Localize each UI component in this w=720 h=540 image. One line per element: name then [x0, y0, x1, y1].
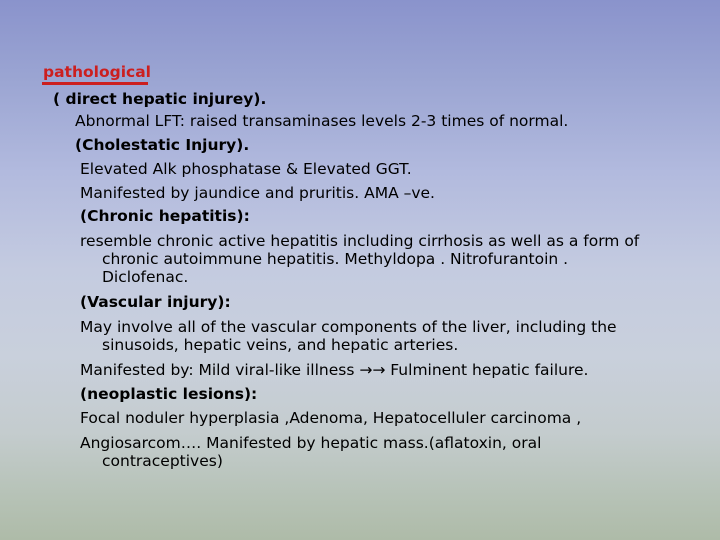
text-line-elevated-alk: Elevated Alk phosphatase & Elevated GGT. [80, 160, 412, 178]
slide-heading: pathological [43, 63, 151, 81]
text-line-manifested-jaundice: Manifested by jaundice and pruritis. AMA –ve. [80, 184, 435, 202]
text-line-sinusoids: sinusoids, hepatic veins, and hepatic arteries. [102, 336, 459, 354]
text-line-neoplastic-lesions: (neoplastic lesions): [80, 385, 258, 403]
text-line-contraceptives: contraceptives) [102, 452, 223, 470]
text-line-abnormal-lft: Abnormal LFT: raised transaminases levels 2-3 times of normal. [75, 112, 569, 130]
text-line-manifested-viral: Manifested by: Mild viral-like illness →→ Fulminent hepatic failure. [80, 361, 589, 379]
text-line-autoimmune: chronic autoimmune hepatitis. Methyldopa . Nitrofurantoin . [102, 250, 569, 268]
text-line-resemble-chronic: resemble chronic active hepatitis including cirrhosis as well as a form of [80, 232, 640, 250]
text-line-focal-noduler: Focal noduler hyperplasia ,Adenoma, Hepatocelluler carcinoma , [80, 409, 582, 427]
text-line-vascular-injury: (Vascular injury): [80, 293, 231, 311]
text-line-chronic-hepatitis: (Chronic hepatitis): [80, 207, 250, 225]
text-line-cholestatic-injury: (Cholestatic Injury). [75, 136, 250, 154]
heading-underline [42, 82, 148, 85]
text-line-may-involve: May involve all of the vascular components of the liver, including the [80, 318, 617, 336]
text-line-angiosarcom: Angiosarcom…. Manifested by hepatic mass.(aflatoxin, oral [80, 434, 542, 452]
text-line-diclofenac: Diclofenac. [102, 268, 189, 286]
text-line-direct-hepatic-injury: ( direct hepatic injurey). [53, 90, 267, 108]
